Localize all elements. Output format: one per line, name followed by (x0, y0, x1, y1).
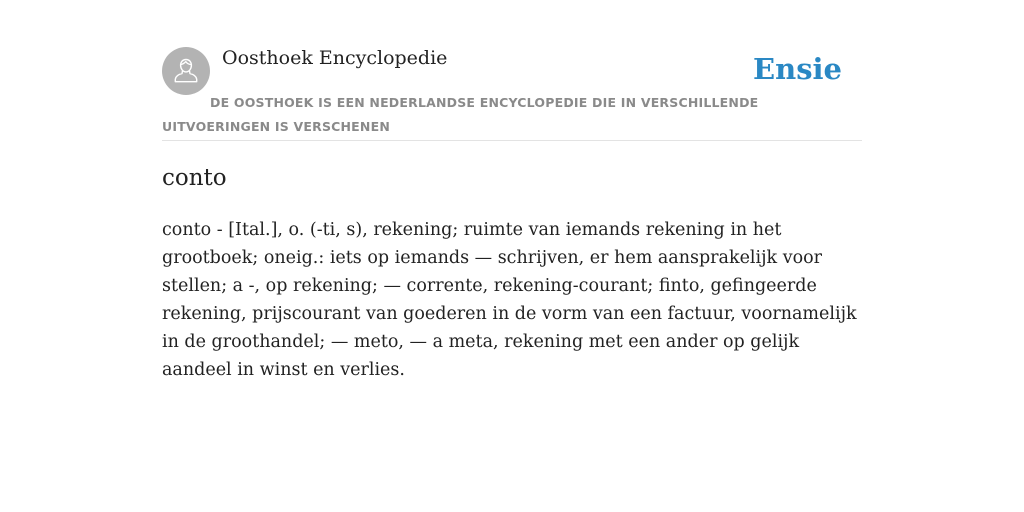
source-header (162, 46, 862, 141)
entry-definition: conto - [Ital.], o. (-ti, s), rekening; ruimte van iemands rekening in het grootboek; oneig.: iets op iemands — schrijven, er hem aansprakelijk voor stellen; a -, op rekening; — corrente, rekening-courant; finto, gefingeerde rekening, prijscourant van goederen in de vorm van een factuur, voornamelijk in de groothandel; — meto, — a meta, rekening met een ander op gelijk aandeel in winst en verlies. (162, 220, 857, 380)
source-subtitle: DE OOSTHOEK IS EEN NEDERLANDSE ENCYCLOPEDIE DIE IN VERSCHILLENDE UITVOERINGEN IS VERSCHENEN (162, 95, 759, 134)
source-avatar[interactable] (162, 47, 210, 95)
source-title[interactable]: Oosthoek Encyclopedie (222, 47, 448, 69)
entry-title: conto (162, 165, 227, 191)
ensie-logo-link[interactable]: Ensie (753, 52, 842, 86)
user-icon (171, 56, 201, 86)
